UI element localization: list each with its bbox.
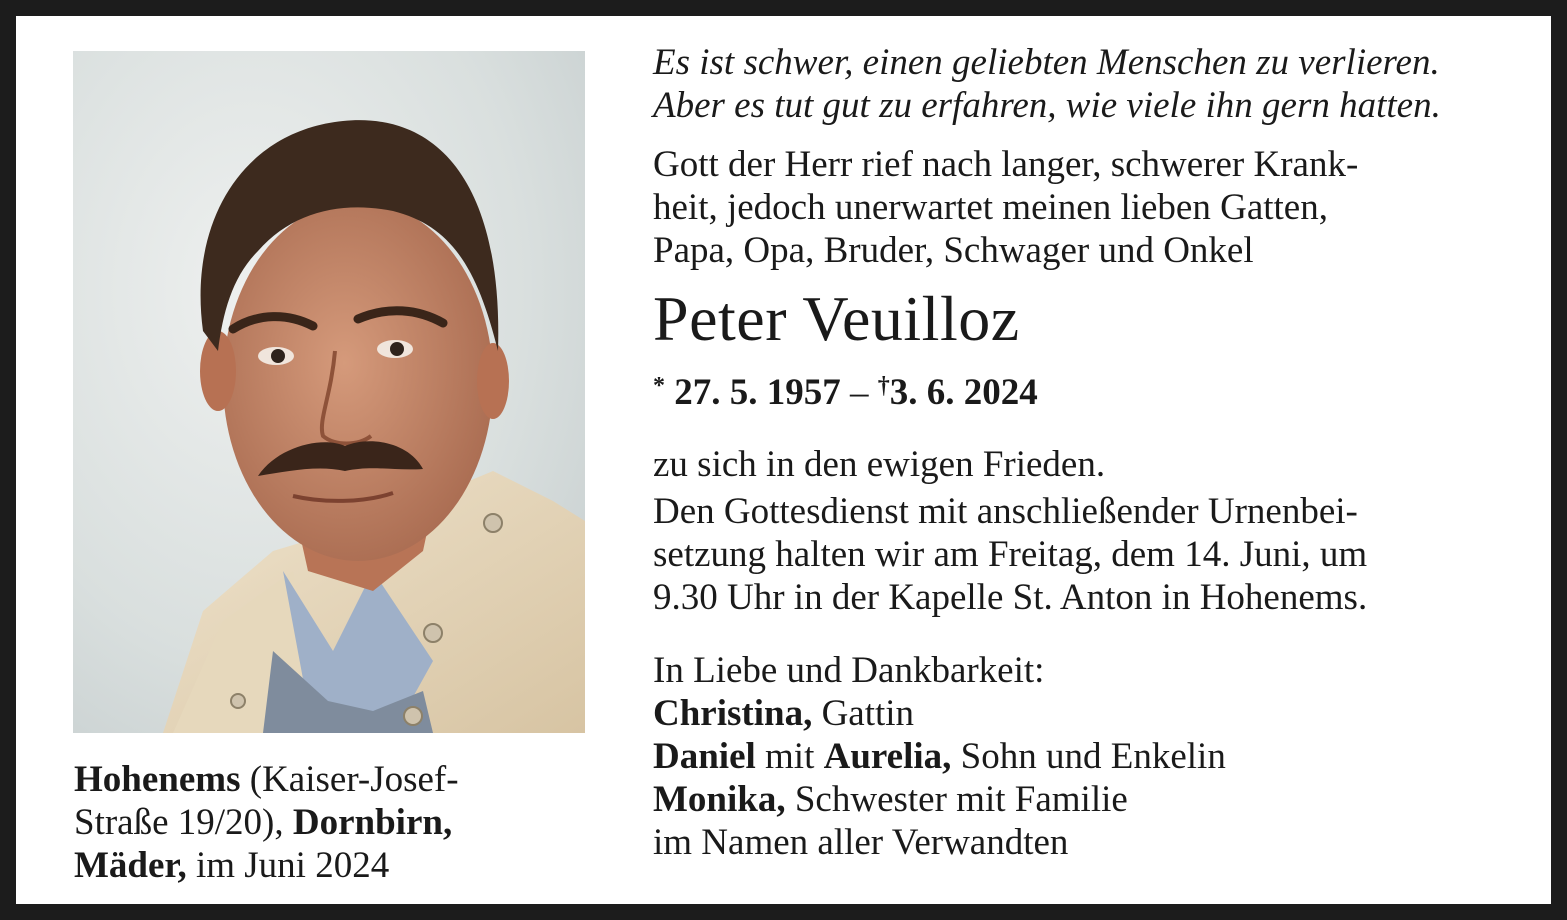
service-line-1: Den Gottesdienst mit anschließender Urnenbei- <box>653 491 1358 532</box>
birth-date: 27. 5. 1957 <box>674 372 841 413</box>
deceased-name: Peter Veuilloz <box>653 283 1020 354</box>
notice-date: im Juni 2024 <box>195 845 390 886</box>
place-line-1 <box>74 758 574 801</box>
service-line-3: 9.30 Uhr in der Kapelle St. Anton in Hohenems. <box>653 577 1368 618</box>
peace-text: zu sich in den ewigen Frieden. <box>653 444 1106 485</box>
place-hohenems: Hohenems <box>74 759 241 800</box>
place-maeder: Mäder, <box>74 845 187 886</box>
intro-line-3: Papa, Opa, Bruder, Schwager und Onkel <box>653 230 1254 271</box>
motto <box>653 41 1499 127</box>
mourner-daniel: Daniel <box>653 736 756 777</box>
address-part-2: Straße 19/20), <box>74 802 284 843</box>
portrait-illustration <box>73 51 585 733</box>
service-line-2: setzung halten wir am Freitag, dem 14. Juni, um <box>653 534 1368 575</box>
mourners-list <box>653 649 1499 864</box>
mourner-line-2 <box>653 735 1499 778</box>
mourner-monika: Monika, <box>653 779 786 820</box>
birth-symbol: * <box>653 373 665 399</box>
relation-sohn-enkelin: Sohn und Enkelin <box>960 736 1226 777</box>
intro-line-2: heit, jedoch unerwartet meinen lieben Gatten, <box>653 187 1328 228</box>
place-dornbirn: Dornbirn, <box>292 802 453 843</box>
notice-text-column <box>653 41 1499 864</box>
mourner-line-1 <box>653 692 1499 735</box>
relation-gattin: Gattin <box>821 693 915 734</box>
address-part-1: (Kaiser-Josef- <box>249 759 459 800</box>
word-mit: mit <box>765 736 815 777</box>
relation-schwester: Schwester mit Familie <box>794 779 1128 820</box>
intro-text <box>653 143 1499 272</box>
mourners-closing: im Namen aller Verwandten <box>653 822 1069 863</box>
mourner-christina: Christina, <box>653 693 813 734</box>
place-line-3 <box>74 844 574 887</box>
death-symbol: † <box>877 373 890 399</box>
intro-line-1: Gott der Herr rief nach langer, schwerer Krank- <box>653 144 1359 185</box>
portrait-photo <box>73 51 585 733</box>
place-and-date <box>74 758 574 887</box>
life-dates <box>653 364 1499 415</box>
death-date: 3. 6. 2024 <box>889 372 1038 413</box>
mourner-line-3 <box>653 778 1499 821</box>
place-line-2 <box>74 801 574 844</box>
service-details <box>653 490 1499 619</box>
mourners-heading: In Liebe und Dankbarkeit: <box>653 650 1045 691</box>
motto-line-1: Es ist schwer, einen geliebten Menschen zu verlieren. <box>653 42 1440 83</box>
date-separator: – <box>850 372 869 413</box>
motto-line-2: Aber es tut gut zu erfahren, wie viele ihn gern hatten. <box>653 85 1441 126</box>
mourner-aurelia: Aurelia, <box>823 736 952 777</box>
